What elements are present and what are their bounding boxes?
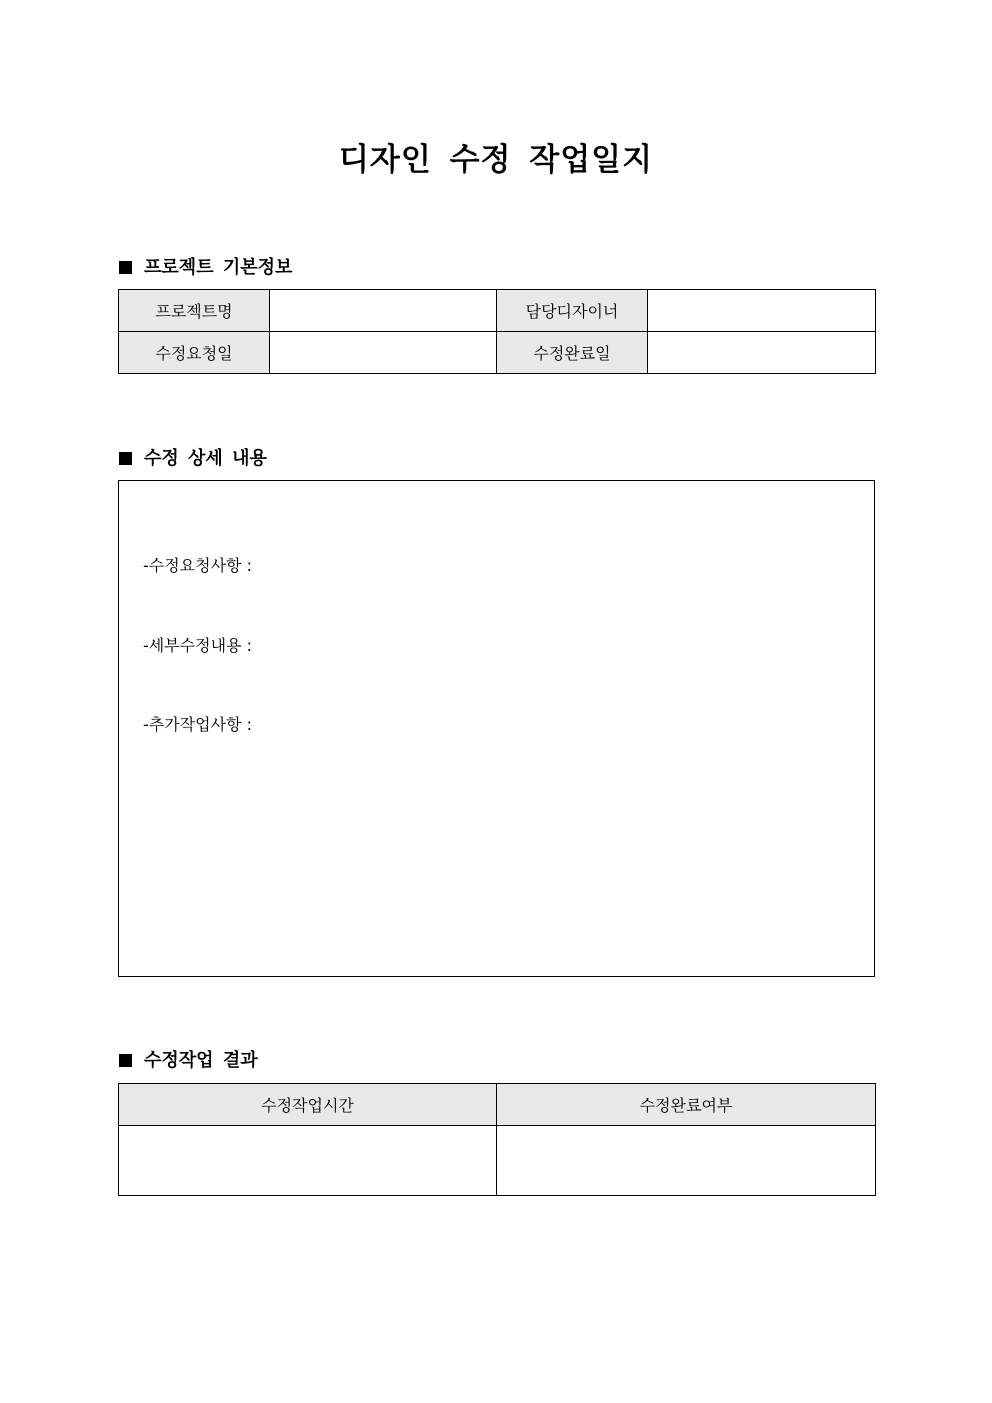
project-name-label: 프로젝트명 <box>119 290 270 332</box>
request-date-field[interactable] <box>270 332 497 374</box>
table-row <box>119 1126 876 1196</box>
section-heading-details <box>119 444 267 470</box>
result-table <box>118 1083 876 1196</box>
section-heading-label: 수정 상세 내용 <box>144 448 267 469</box>
project-name-field[interactable] <box>270 290 497 332</box>
section-heading-label: 프로젝트 기본정보 <box>144 257 293 278</box>
request-date-label: 수정요청일 <box>119 332 270 374</box>
document-title: 디자인 수정 작업일지 <box>338 142 654 178</box>
square-bullet-icon <box>119 452 132 465</box>
detail-line-request: -수정요청사항 : <box>143 556 252 575</box>
completion-date-label: 수정완료일 <box>497 332 648 374</box>
square-bullet-icon <box>119 1054 132 1067</box>
work-time-header: 수정작업시간 <box>119 1084 497 1126</box>
section-heading-result <box>119 1046 258 1072</box>
table-row <box>119 290 876 332</box>
section-heading-project-info <box>119 253 292 279</box>
section-heading-label: 수정작업 결과 <box>144 1050 258 1071</box>
detail-content-box[interactable] <box>118 480 875 977</box>
table-row <box>119 332 876 374</box>
work-time-field[interactable] <box>119 1126 497 1196</box>
designer-field[interactable] <box>648 290 876 332</box>
detail-lines <box>143 500 252 792</box>
completion-status-field[interactable] <box>497 1126 876 1196</box>
project-info-table <box>118 289 876 374</box>
square-bullet-icon <box>119 261 132 274</box>
designer-label: 담당디자이너 <box>497 290 648 332</box>
completion-status-header: 수정완료여부 <box>497 1084 876 1126</box>
detail-line-additional: -추가작업사항 : <box>143 715 252 734</box>
table-header-row <box>119 1084 876 1126</box>
completion-date-field[interactable] <box>648 332 876 374</box>
detail-line-changes: -세부수정내용 : <box>143 635 252 655</box>
